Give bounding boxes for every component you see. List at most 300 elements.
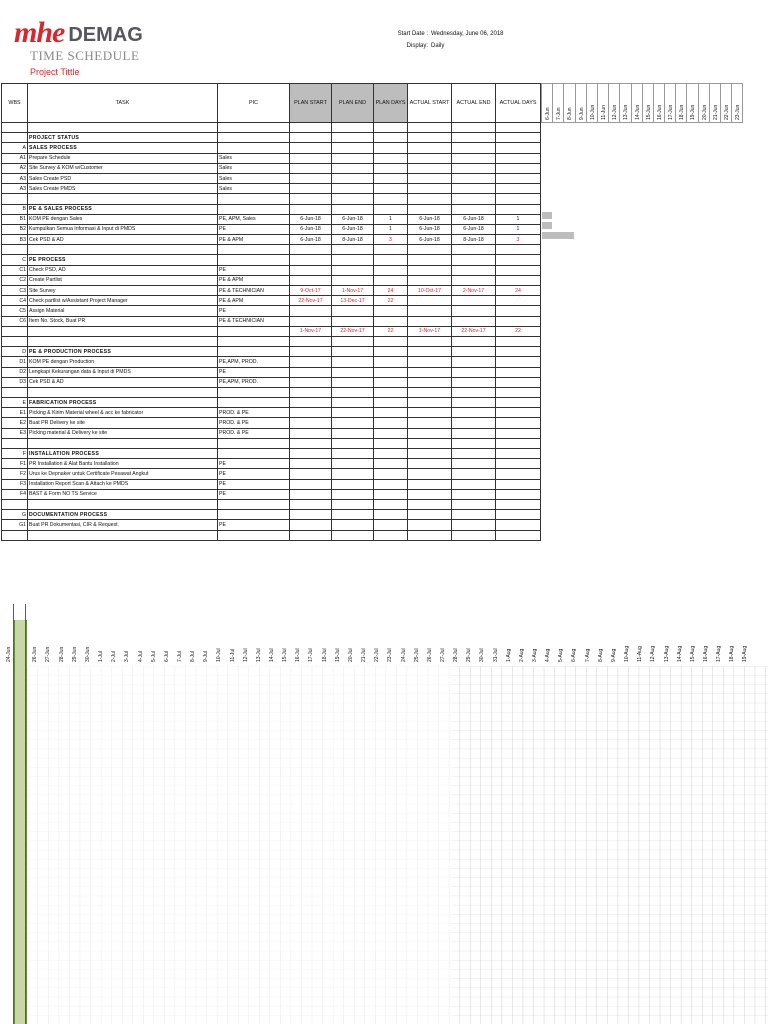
cell-pe — [332, 306, 374, 316]
cell-pic: PE — [218, 224, 290, 234]
cell-task: Lengkapi Kekurangan data & Input di PMDS — [28, 367, 218, 377]
lower-date-cell — [344, 620, 355, 666]
table-row — [2, 377, 541, 387]
cell-as: 6-Jun-18 — [408, 214, 452, 224]
cell-pe — [332, 520, 374, 530]
lower-date-cell — [107, 620, 118, 666]
cell-as — [408, 479, 452, 489]
lower-date-cell — [28, 620, 39, 666]
table-row — [2, 194, 541, 204]
cell-ad — [496, 377, 541, 387]
cell-ad — [496, 316, 541, 326]
cell-as — [408, 367, 452, 377]
date-label: 30-Jul — [479, 648, 486, 662]
lower-date-cell — [81, 620, 92, 666]
lower-date-cell — [673, 620, 684, 666]
lower-date-cell — [134, 620, 145, 666]
cell-pe — [332, 459, 374, 469]
cell-pic: Sales — [218, 173, 290, 183]
lower-date-cell — [318, 620, 329, 666]
cell-ps: 22-Nov-17 — [290, 296, 332, 306]
cell-pic: PE — [218, 520, 290, 530]
cell-as — [408, 173, 452, 183]
cell-pic — [218, 387, 290, 397]
date-label: 28-Jun — [58, 646, 65, 662]
cell-task: PE PROCESS — [28, 255, 218, 265]
cell-pd — [374, 143, 408, 153]
table-row — [2, 153, 541, 163]
cell-pic — [218, 347, 290, 357]
lower-date-cell — [173, 620, 184, 666]
date-label: 24-Jun — [6, 646, 12, 662]
cell-pd — [374, 520, 408, 530]
cell-wbs: D — [2, 347, 28, 357]
cell-ps — [290, 123, 332, 133]
date-label: 6-Jul — [163, 651, 170, 662]
lower-date-header — [0, 620, 768, 666]
table-row — [2, 336, 541, 346]
date-label: 5-Jul — [150, 651, 157, 662]
cell-as — [408, 377, 452, 387]
lower-date-cell — [265, 620, 276, 666]
cell-pd — [374, 387, 408, 397]
cell-ae — [452, 459, 496, 469]
date-label: 4-Aug — [545, 648, 552, 662]
cell-ad — [496, 387, 541, 397]
date-label: 15-Jun — [645, 104, 652, 120]
lower-date-cell — [633, 620, 644, 666]
date-label: 18-Jul — [321, 648, 328, 662]
cell-as — [408, 499, 452, 509]
cell-pd — [374, 347, 408, 357]
cell-wbs: G1 — [2, 520, 28, 530]
lower-date-cell — [738, 620, 749, 666]
lower-date-cell — [147, 620, 158, 666]
cell-ae — [452, 499, 496, 509]
cell-pd — [374, 255, 408, 265]
table-row — [2, 173, 541, 183]
cell-wbs: A3 — [2, 184, 28, 194]
cell-pic — [218, 326, 290, 336]
cell-pe — [332, 530, 374, 540]
cell-task: Sales Create PMDS — [28, 184, 218, 194]
cell-ps — [290, 428, 332, 438]
cell-ae: 8-Jun-18 — [452, 235, 496, 245]
date-label: 10-Aug — [624, 645, 631, 662]
lower-date-cell — [594, 620, 605, 666]
lower-date-cell — [186, 620, 197, 666]
date-label: 7-Aug — [584, 648, 591, 662]
cell-ad — [496, 418, 541, 428]
cell-pic: PE — [218, 489, 290, 499]
cell-wbs: D1 — [2, 357, 28, 367]
table-row — [2, 387, 541, 397]
cell-ad — [496, 357, 541, 367]
cell-pic — [218, 510, 290, 520]
cell-pd — [374, 469, 408, 479]
lower-date-cell — [357, 620, 368, 666]
cell-ae — [452, 398, 496, 408]
cell-pd — [374, 510, 408, 520]
lower-date-cell — [212, 620, 223, 666]
date-label: 7-Jul — [176, 651, 183, 662]
cell-ae — [452, 153, 496, 163]
lower-date-cell — [475, 620, 486, 666]
lower-gantt-grid — [27, 666, 768, 1024]
cell-ad — [496, 133, 541, 143]
cell-ae — [452, 296, 496, 306]
cell-task: Cek PSD & AD — [28, 377, 218, 387]
cell-pd — [374, 449, 408, 459]
cell-ae — [452, 377, 496, 387]
cell-ps — [290, 204, 332, 214]
cell-pic: PE — [218, 469, 290, 479]
date-header-cell — [676, 84, 687, 123]
lower-date-cell — [370, 620, 381, 666]
cell-pe — [332, 184, 374, 194]
cell-pic: PE — [218, 367, 290, 377]
timeline-red-line — [13, 604, 14, 1024]
cell-task — [28, 499, 218, 509]
lower-date-cell — [423, 620, 434, 666]
cell-wbs — [2, 133, 28, 143]
cell-pe: 1-Nov-17 — [332, 286, 374, 296]
col-actual-start: ACTUAL START — [408, 84, 452, 123]
cell-pd: 1 — [374, 214, 408, 224]
cell-pe — [332, 367, 374, 377]
cell-pd: 3 — [374, 235, 408, 245]
cell-ps — [290, 347, 332, 357]
date-label: 15-Aug — [689, 645, 696, 662]
cell-pd — [374, 123, 408, 133]
cell-ae — [452, 408, 496, 418]
table-row — [2, 224, 541, 234]
cell-wbs: F — [2, 449, 28, 459]
cell-ps — [290, 316, 332, 326]
cell-ad — [496, 489, 541, 499]
cell-as — [408, 408, 452, 418]
cell-ae — [452, 173, 496, 183]
date-header-cell — [553, 84, 564, 123]
cell-ps — [290, 418, 332, 428]
cell-pe: 8-Jun-18 — [332, 235, 374, 245]
cell-pd — [374, 194, 408, 204]
date-label: 22-Jun — [724, 104, 730, 120]
cell-pd — [374, 530, 408, 540]
cell-ad — [496, 510, 541, 520]
cell-pic — [218, 123, 290, 133]
start-date-label: Start Date : — [397, 31, 428, 37]
cell-ad — [496, 296, 541, 306]
cell-pe: 6-Jun-18 — [332, 214, 374, 224]
date-label: 3-Aug — [532, 648, 538, 662]
section-row — [2, 143, 541, 153]
cell-ae — [452, 367, 496, 377]
cell-as — [408, 316, 452, 326]
cell-wbs — [2, 326, 28, 336]
table-row — [2, 275, 541, 285]
cell-ad: 1 — [496, 214, 541, 224]
cell-wbs: D2 — [2, 367, 28, 377]
cell-ae — [452, 418, 496, 428]
date-label: 24-Jul — [400, 648, 407, 662]
cell-pe — [332, 428, 374, 438]
table-row — [2, 265, 541, 275]
lower-date-cell — [2, 620, 13, 666]
date-label: 13-Aug — [663, 645, 670, 662]
date-label: 1-Aug — [505, 648, 512, 662]
cell-pd: 1 — [374, 224, 408, 234]
cell-ad — [496, 449, 541, 459]
cell-task: PROJECT STATUS — [28, 133, 218, 143]
cell-pic — [218, 245, 290, 255]
date-header-cell — [631, 84, 642, 123]
date-label: 31-Jul — [492, 648, 499, 662]
cell-ps — [290, 255, 332, 265]
cell-pe — [332, 387, 374, 397]
cell-pd — [374, 204, 408, 214]
cell-pe: 22-Nov-17 — [332, 326, 374, 336]
date-label: 16-Jun — [656, 104, 663, 120]
date-label: 8-Aug — [597, 648, 604, 662]
cell-as — [408, 489, 452, 499]
lower-date-cell — [660, 620, 671, 666]
table-row — [2, 469, 541, 479]
table-row — [2, 123, 541, 133]
cell-wbs: B3 — [2, 235, 28, 245]
cell-ad — [496, 265, 541, 275]
date-label: 8-Jul — [190, 651, 197, 662]
cell-pd — [374, 408, 408, 418]
date-label: 12-Jul — [242, 648, 249, 662]
cell-pe — [332, 316, 374, 326]
lower-date-cell — [436, 620, 447, 666]
table-row — [2, 286, 541, 296]
cell-ps — [290, 469, 332, 479]
date-header-cell — [542, 84, 553, 123]
cell-ae — [452, 204, 496, 214]
cell-ae — [452, 316, 496, 326]
cell-wbs: A1 — [2, 153, 28, 163]
date-label: 29-Jul — [466, 648, 473, 662]
cell-as — [408, 449, 452, 459]
cell-as — [408, 398, 452, 408]
display-label: Display: — [406, 43, 428, 49]
lower-date-cell — [607, 620, 618, 666]
cell-wbs: D3 — [2, 377, 28, 387]
cell-as — [408, 520, 452, 530]
cell-ae — [452, 510, 496, 520]
cell-pe — [332, 398, 374, 408]
cell-ps — [290, 479, 332, 489]
date-label: 2-Jul — [111, 651, 118, 662]
cell-ps — [290, 408, 332, 418]
cell-pd — [374, 336, 408, 346]
cell-pe — [332, 265, 374, 275]
cell-ps — [290, 520, 332, 530]
date-header-cell — [687, 84, 698, 123]
cell-wbs: B2 — [2, 224, 28, 234]
date-label: 11-Aug — [637, 646, 644, 662]
cell-ae — [452, 520, 496, 530]
cell-ad — [496, 428, 541, 438]
cell-wbs: C1 — [2, 265, 28, 275]
cell-pic: PROD. & PE — [218, 418, 290, 428]
cell-task: PE & SALES PROCESS — [28, 204, 218, 214]
date-label: 27-Jun — [45, 646, 52, 662]
table-row — [2, 296, 541, 306]
cell-pe — [332, 194, 374, 204]
col-actual-end: ACTUAL END — [452, 84, 496, 123]
cell-wbs — [2, 499, 28, 509]
cell-ae — [452, 275, 496, 285]
date-label: 22-Jul — [374, 648, 381, 662]
cell-pic — [218, 438, 290, 448]
cell-task — [28, 530, 218, 540]
date-label: 12-Aug — [650, 645, 657, 662]
cell-task: Cek PSD & AD — [28, 235, 218, 245]
cell-pic: PE & APM — [218, 296, 290, 306]
section-row — [2, 133, 541, 143]
cell-wbs — [2, 336, 28, 346]
cell-as — [408, 428, 452, 438]
cell-as — [408, 133, 452, 143]
section-row — [2, 347, 541, 357]
cell-ps: 6-Jun-18 — [290, 224, 332, 234]
cell-ad — [496, 173, 541, 183]
date-label: 19-Jul — [334, 648, 341, 662]
cell-as — [408, 306, 452, 316]
lower-date-cell — [383, 620, 394, 666]
cell-task: Check partlist w/Assistant Project Manager — [28, 296, 218, 306]
table-row — [2, 184, 541, 194]
cell-ps — [290, 306, 332, 316]
cell-task — [28, 387, 218, 397]
cell-pd — [374, 245, 408, 255]
cell-pe — [332, 438, 374, 448]
cell-wbs: A2 — [2, 163, 28, 173]
cell-wbs: G — [2, 510, 28, 520]
date-header-cell — [709, 84, 720, 123]
cell-ps: 9-Oct-17 — [290, 286, 332, 296]
cell-wbs — [2, 530, 28, 540]
cell-ae — [452, 387, 496, 397]
date-label: 13-Jun — [623, 104, 630, 120]
table-row — [2, 214, 541, 224]
cell-pd — [374, 153, 408, 163]
cell-as — [408, 347, 452, 357]
date-header-cell — [586, 84, 597, 123]
gantt-bar — [542, 222, 552, 229]
table-row — [2, 235, 541, 245]
lower-date-cell — [489, 620, 500, 666]
cell-pe: 13-Dec-17 — [332, 296, 374, 306]
cell-ps: 6-Jun-18 — [290, 235, 332, 245]
cell-as — [408, 459, 452, 469]
date-label: 9-Jul — [203, 651, 210, 662]
timeline-red-line — [25, 604, 26, 1024]
table-row — [2, 499, 541, 509]
cell-ps — [290, 245, 332, 255]
cell-task: Urus ke Depnaker untuk Certificate Pesawat Angkut — [28, 469, 218, 479]
cell-ps — [290, 265, 332, 275]
cell-wbs: B — [2, 204, 28, 214]
cell-ps — [290, 275, 332, 285]
cell-pd — [374, 163, 408, 173]
lower-date-cell — [528, 620, 539, 666]
cell-pe — [332, 143, 374, 153]
date-header-cell — [642, 84, 653, 123]
cell-task: INSTALLATION PROCESS — [28, 449, 218, 459]
lower-date-cell — [620, 620, 631, 666]
logo-mhe: mhe — [14, 16, 65, 49]
cell-as — [408, 510, 452, 520]
cell-pd — [374, 184, 408, 194]
date-label: 14-Aug — [676, 645, 683, 662]
date-label: 29-Jun — [71, 646, 78, 662]
cell-task: PR Installation & Alat Bantu Installation — [28, 459, 218, 469]
cell-pe — [332, 336, 374, 346]
cell-task: SALES PROCESS — [28, 143, 218, 153]
cell-ad — [496, 499, 541, 509]
gantt-bar — [542, 232, 575, 239]
cell-ae — [452, 255, 496, 265]
lower-date-cell — [554, 620, 565, 666]
cell-ad — [496, 184, 541, 194]
table-body — [2, 123, 541, 541]
date-label: 16-Aug — [702, 645, 709, 662]
cell-ae — [452, 306, 496, 316]
cell-pic: PE,APM, PROD. — [218, 377, 290, 387]
cell-as — [408, 123, 452, 133]
cell-as — [408, 387, 452, 397]
date-label: 15-Jul — [282, 648, 289, 662]
table-row — [2, 530, 541, 540]
cell-as — [408, 153, 452, 163]
cell-ae — [452, 428, 496, 438]
cell-task: Site Survey & KOM w/Customer — [28, 163, 218, 173]
cell-ae — [452, 143, 496, 153]
date-label: 14-Jun — [634, 104, 641, 120]
cell-task: Picking & Kirim Material wheel & acc ke fabricator — [28, 408, 218, 418]
cell-ps — [290, 173, 332, 183]
cell-task: Picking material & Delivery ke site — [28, 428, 218, 438]
cell-wbs: F2 — [2, 469, 28, 479]
cell-ad — [496, 255, 541, 265]
cell-ae: 6-Jun-18 — [452, 224, 496, 234]
date-label: 20-Jun — [701, 104, 708, 120]
cell-pd: 24 — [374, 286, 408, 296]
date-label: 7-Jun — [556, 107, 563, 120]
cell-ps — [290, 143, 332, 153]
cell-task: Site Survey — [28, 286, 218, 296]
cell-ad: 24 — [496, 286, 541, 296]
cell-wbs: A3 — [2, 173, 28, 183]
cell-wbs: E — [2, 398, 28, 408]
cell-pic — [218, 194, 290, 204]
cell-pd — [374, 275, 408, 285]
table-row — [2, 459, 541, 469]
cell-as — [408, 418, 452, 428]
table-row — [2, 520, 541, 530]
section-row — [2, 510, 541, 520]
table-row — [2, 357, 541, 367]
cell-wbs: B1 — [2, 214, 28, 224]
date-label: 10-Jul — [216, 648, 223, 662]
cell-pic — [218, 133, 290, 143]
col-actual-days: ACTUAL DAYS — [496, 84, 541, 123]
section-row — [2, 398, 541, 408]
